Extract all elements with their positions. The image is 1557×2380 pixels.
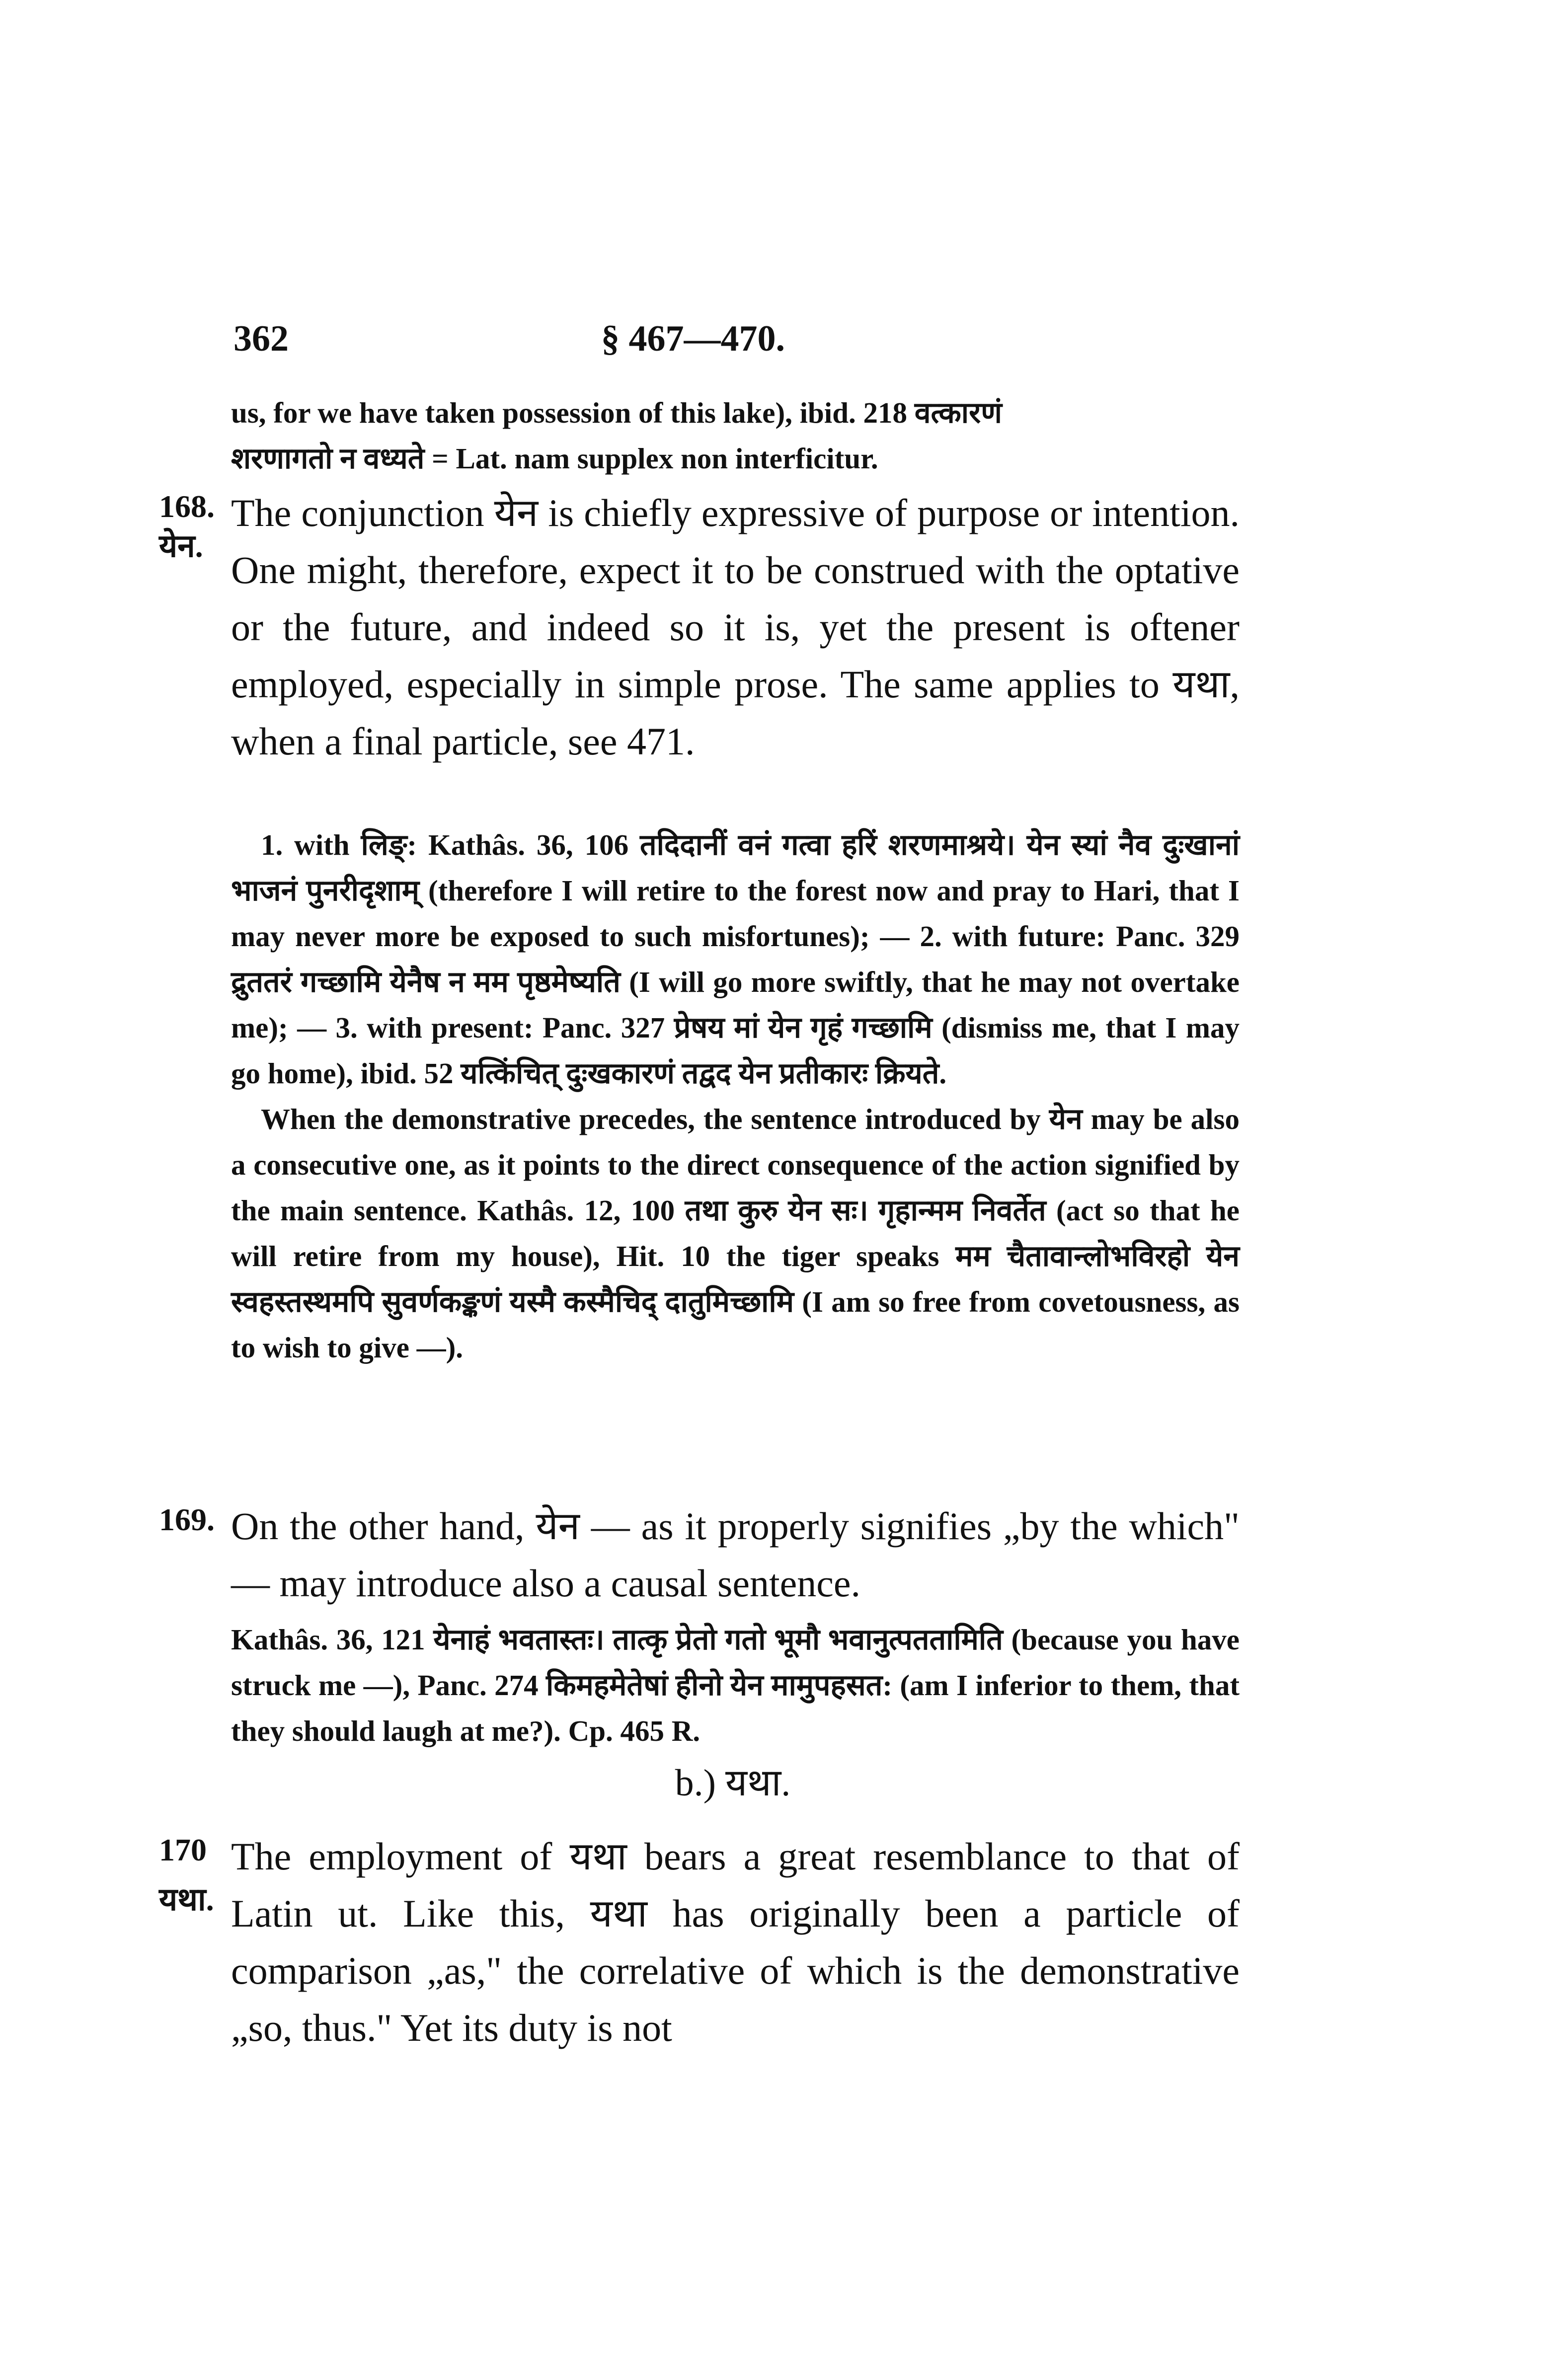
continuation-line-2: शरणागतो न वध्यते = Lat. nam supplex non interficitur. xyxy=(231,442,878,475)
paragraph-168-body: The conjunction येन is chiefly expressive of purpose or intention. One might, therefore, expect it to be construed with the optative or the future, and indeed so it is, yet the present is oftener employed, especially in simple prose. The same applies to यथा, when a final particle, see 471. xyxy=(231,491,1240,763)
examples-168 xyxy=(231,822,1240,1370)
examples-168-text: 1. with लिङ्: Kathâs. 36, 106 तदिदानीं वनं गत्वा हरिं शरणमाश्रये। येन स्यां नैव दुःखानां भाजनं पुनरीदृशाम् (therefore I will retire to the forest now and pray to Hari, that I may never more be exposed to such misfortunes); — 2. with future: Panc. 329 द्रुततरं गच्छामि येनैष न मम पृष्ठमेष्यति (I will go more swiftly, that he may not overtake me); — 3. with present: Panc. 327 प्रेषय मां येन गृहं गच्छामि (dismiss me, that I may go home), ibid. 52 यत्किंचित् दुःखकारणं तद्वद येन प्रतीकारः क्रियते. xyxy=(231,828,1240,1090)
examples-169-text: Kathâs. 36, 121 येनाहं भवतास्तः। तात्कृ प्रेतो गतो भूमौ भवानुत्पततामिति (because you have struck me —), Panc. 274 किमहमेतेषां हीनो येन मामुपहसत: (am I inferior to them, that they should laugh at me?). Cp. 465 R. xyxy=(231,1623,1240,1747)
paragraph-170-body: The employment of यथा bears a great resemblance to that of Latin ut. Like this, यथा has originally been a particle of comparison „as," the correlative of which is the demonstrative „so, thus." Yet its duty is not xyxy=(231,1835,1240,2049)
margin-number-170: 170 xyxy=(159,1832,207,1867)
demonstrative-note: When the demonstrative precedes, the sentence introduced by येन may be also a consecutive one, as it points to the direct consequence of the action signified by the main sentence. Kathâs. 12, 100 तथा कुरु येन सः। गृहान्मम निवर्तेत (act so that he will retire from my house), Hit. 10 the tiger speaks मम चैतावान्लोभविरहो येन स्वहस्तस्थमपि सुवर्णकङ्कणं यस्मै कस्मैचिद् दातुमिच्छामि (I am so free from covetousness, as to wish to give —). xyxy=(231,1103,1240,1364)
paragraph-168 xyxy=(231,484,1240,770)
section-heading-yatha: b.) यथा. xyxy=(675,1762,791,1804)
examples-169 xyxy=(231,1617,1240,1754)
page-number: 362 xyxy=(234,318,289,359)
paragraph-169 xyxy=(231,1497,1240,1612)
paragraph-169-body: On the other hand, येन — as it properly signifies „by the which" — may introduce also a causal sentence. xyxy=(231,1504,1240,1605)
margin-word-170: यथा. xyxy=(159,1882,214,1917)
margin-number-169: 169. xyxy=(159,1502,215,1537)
margin-word-168: येन. xyxy=(159,528,203,564)
page-header xyxy=(234,318,1249,368)
section-range: § 467—470. xyxy=(601,318,785,359)
paragraph-170 xyxy=(231,1828,1240,2056)
margin-number-168: 168. xyxy=(159,489,215,524)
continuation-text xyxy=(231,390,1240,481)
continuation-line-1: us, for we have taken possession of this lake), ibid. 218 वत्कारणं xyxy=(231,396,1002,429)
